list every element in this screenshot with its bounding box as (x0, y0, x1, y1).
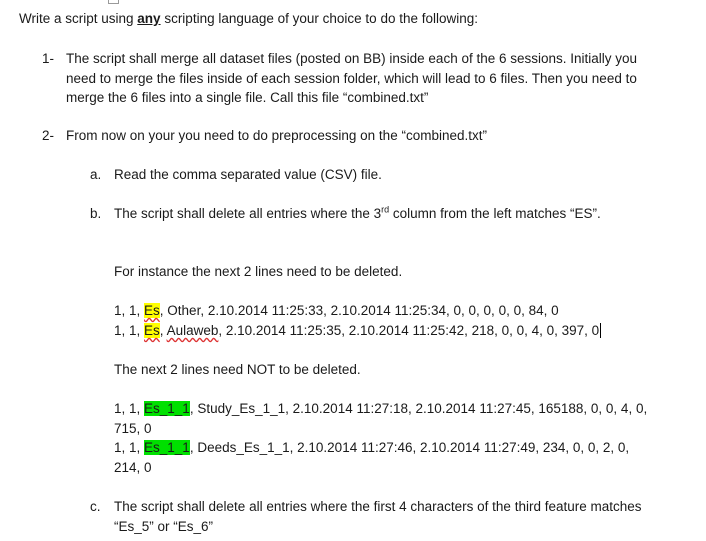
sub-b-letter: b. (90, 206, 102, 221)
intro-text (19, 9, 478, 28)
delete-line-1 (114, 301, 559, 320)
table-anchor-mark (108, 0, 119, 4)
delete-line-2-highlight: Es (144, 323, 160, 338)
sub-a-letter: a. (90, 167, 102, 182)
intro-before: Write a script using (19, 11, 138, 26)
keep-line-2-rest: , Deeds_Es_1_1, 2.10.2014 11:27:46, 2.10.2014 11:27:49, 234, 0, 0, 2, 0, 214, 0 (114, 440, 630, 475)
delete-line-2-misspelled: Aulaweb (166, 323, 219, 338)
keep-line-1-rest: , Study_Es_1_1, 2.10.2014 11:27:18, 2.10.2014 11:27:45, 165188, 0, 0, 4, 0, 715, 0 (114, 401, 648, 436)
item-1-number: 1- (42, 51, 55, 66)
item-1-text: The script shall merge all dataset files (posted on BB) inside each of the 6 sessions. Initially you need to merge the files inside of each session folder, which will lead to 6 files. Then you need to merge the 6 files into a single file. Call this file “combined.txt” (66, 51, 638, 106)
text-cursor (600, 323, 601, 338)
intro-after: scripting language of your choice to do the following: (160, 11, 479, 26)
keep-line-1-highlight: Es_1_1 (144, 401, 190, 416)
sub-b-text-start: The script shall delete all entries where the 3 (114, 206, 382, 221)
delete-line-1-prefix: 1, 1, (114, 303, 145, 318)
delete-line-1-rest: , Other, 2.10.2014 11:25:33, 2.10.2014 11:25:34, 0, 0, 0, 0, 0, 84, 0 (159, 303, 559, 318)
keep-line-1 (114, 399, 654, 438)
sub-b-text-end: column from the left matches “ES”. (389, 206, 601, 221)
item-2-text: From now on your you need to do preprocessing on the “combined.txt” (66, 128, 487, 143)
delete-line-1-highlight: Es (144, 303, 160, 318)
delete-example-intro: For instance the next 2 lines need to be deleted. (114, 264, 403, 279)
delete-line-2 (114, 321, 601, 340)
sub-c-letter: c. (90, 499, 101, 514)
sub-b-text (114, 204, 654, 224)
sub-c-text: The script shall delete all entries where the first 4 characters of the third feature matches “Es_5” or “Es_6” (114, 499, 642, 534)
keep-line-1-prefix: 1, 1, (114, 401, 145, 416)
ordinal-suffix: rd (381, 204, 390, 215)
keep-example-intro: The next 2 lines need NOT to be deleted. (114, 362, 361, 377)
intro-emphasis: any (137, 11, 161, 26)
item-2-number: 2- (42, 128, 55, 143)
delete-line-2-prefix: 1, 1, (114, 323, 145, 338)
keep-line-2-prefix: 1, 1, (114, 440, 145, 455)
delete-line-2-sep: , (159, 323, 167, 338)
delete-line-2-rest: , 2.10.2014 11:25:35, 2.10.2014 11:25:42, 218, 0, 0, 4, 0, 397, 0 (218, 323, 600, 338)
keep-line-2 (114, 438, 654, 477)
keep-line-2-highlight: Es_1_1 (144, 440, 190, 455)
sub-a-text: Read the comma separated value (CSV) file. (114, 167, 382, 182)
